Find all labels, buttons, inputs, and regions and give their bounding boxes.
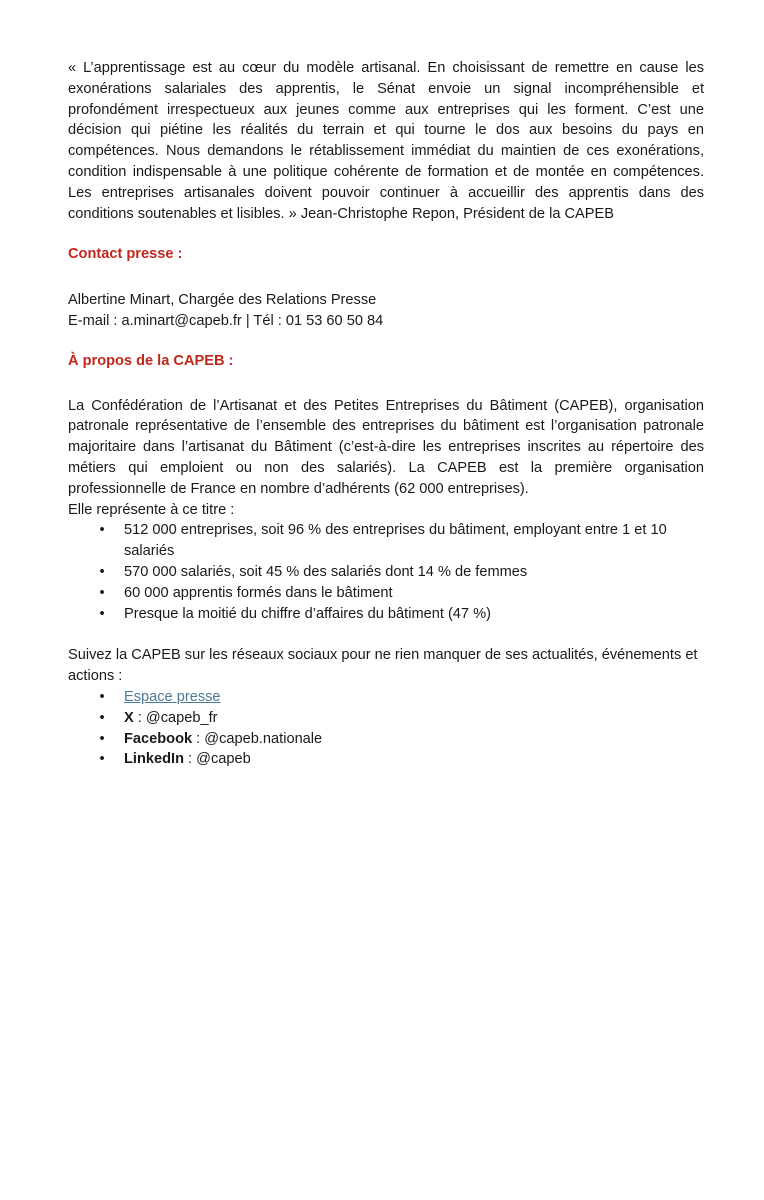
contact-block	[68, 290, 704, 332]
list-item	[68, 749, 704, 770]
social-list	[68, 687, 704, 770]
contact-name: Albertine Minart, Chargée des Relations Presse	[68, 292, 377, 309]
about-paragraph: La Confédération de l’Artisanat et des Petites Entreprises du Bâtiment (CAPEB), organisation patronale représentative de l’ensemble des entreprises du bâtiment est l’organisation patronale majoritaire dans l’artisanat du Bâtiment (c’est-à-dire les entreprises inscrites au répertoire des métiers qui emploient ou non des salariés). La CAPEB est la première organisation professionnelle de France en nombre d’adhérents (62 000 entreprises).	[68, 397, 704, 497]
about-intro: Elle représente à ce titre :	[68, 501, 235, 518]
bullet-icon: •	[99, 730, 105, 747]
linkedin-handle: : @capeb	[184, 751, 251, 768]
contact-details: E-mail : a.minart@capeb.fr | Tél : 01 53 60 50 84	[68, 312, 384, 329]
bullet-icon: •	[99, 688, 105, 705]
facts-list	[68, 520, 704, 624]
contact-heading: Contact presse :	[68, 246, 183, 263]
facebook-handle: : @capeb.nationale	[192, 730, 323, 747]
fact-text: Presque la moitié du chiffre d’affaires du bâtiment (47 %)	[124, 605, 491, 622]
president-quote: « L’apprentissage est au cœur du modèle artisanal. En choisissant de remettre en cause les exonérations salariales des apprentis, le Sénat envoie un signal incompréhensible et profondément irrespectueux aux jeunes comme aux entreprises qui les forment. C’est une décision qui piétine les réalités du terrain et qui tourne le dos aux besoins du pays en compétences. Nous demandons le rétablissement immédiat du maintien de ces exonérations, condition indispensable à une politique cohérente de formation et de montée en compétences. Les entreprises artisanales doivent pouvoir continuer à accueillir des apprentis dans des conditions soutenables et lisibles. » Jean-Christophe Repon, Président de la CAPEB	[68, 60, 704, 222]
facebook-label: Facebook	[124, 730, 193, 747]
fact-text: 512 000 entreprises, soit 96 % des entreprises du bâtiment, employant entre 1 et 10 salariés	[124, 522, 667, 560]
list-item	[68, 708, 704, 729]
fact-text: 60 000 apprentis formés dans le bâtiment	[124, 584, 393, 601]
bullet-icon: •	[99, 563, 105, 580]
press-space-link[interactable]: Espace presse	[124, 688, 221, 705]
list-item	[68, 687, 704, 708]
bullet-icon: •	[99, 751, 105, 768]
social-intro: Suivez la CAPEB sur les réseaux sociaux pour ne rien manquer de ses actualités, événements et actions :	[68, 647, 698, 685]
bullet-icon: •	[99, 584, 105, 601]
list-item	[68, 729, 704, 750]
x-label: X	[124, 709, 134, 726]
list-item	[68, 583, 704, 604]
list-item	[68, 520, 704, 562]
linkedin-label: LinkedIn	[124, 751, 184, 768]
list-item	[68, 604, 704, 625]
press-release-page	[68, 58, 704, 770]
bullet-icon: •	[99, 709, 105, 726]
social-block	[68, 645, 704, 770]
x-handle: : @capeb_fr	[133, 709, 218, 726]
list-item	[68, 562, 704, 583]
bullet-icon: •	[99, 605, 105, 622]
about-heading: À propos de la CAPEB :	[68, 352, 234, 369]
about-block	[68, 396, 704, 625]
fact-text: 570 000 salariés, soit 45 % des salariés dont 14 % de femmes	[124, 563, 528, 580]
bullet-icon: •	[99, 522, 105, 539]
